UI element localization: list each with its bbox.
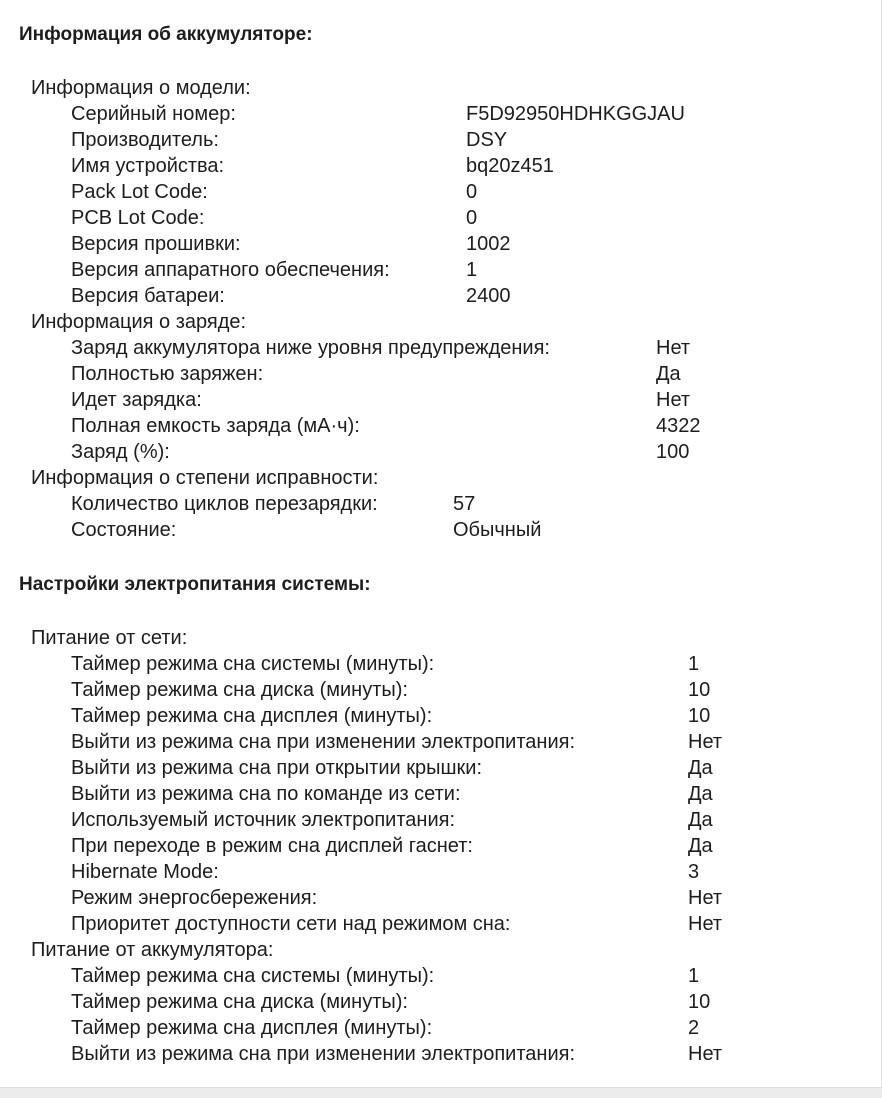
model-info-label: Информация о модели: <box>31 77 251 99</box>
batt-wake-power-change-value: Нет <box>688 1043 723 1065</box>
ac-current-power-source-value: Да <box>688 809 713 831</box>
firmware-version-value: 1002 <box>466 233 511 255</box>
ac-low-power-mode-label: Режим энергосбережения: <box>71 887 318 909</box>
ac-wake-lid-open-value: Да <box>688 757 713 779</box>
serial-number-value: F5D92950HDHKGGJAU <box>466 103 685 125</box>
ac-wake-power-change-value: Нет <box>688 731 723 753</box>
manufacturer-value: DSY <box>466 129 508 151</box>
manufacturer-label: Производитель: <box>71 129 219 151</box>
charge-info-label: Информация о заряде: <box>31 311 247 333</box>
device-name-label: Имя устройства: <box>71 155 225 177</box>
batt-system-sleep-value: 1 <box>688 965 700 987</box>
battery-info-heading: Информация об аккумуляторе: <box>19 24 313 45</box>
ac-system-sleep-label: Таймер режима сна системы (минуты): <box>71 653 435 675</box>
ac-network-priority-label: Приоритет доступности сети над режимом сна: <box>71 913 511 935</box>
batt-disk-sleep-label: Таймер режима сна диска (минуты): <box>71 991 408 1013</box>
power-settings-heading: Настройки электропитания системы: <box>19 574 371 595</box>
hardware-version-label: Версия аппаратного обеспечения: <box>71 259 390 281</box>
fully-charged-label: Полностью заряжен: <box>71 363 264 385</box>
batt-system-sleep-label: Таймер режима сна системы (минуты): <box>71 965 435 987</box>
pcb-lot-code-label: PCB Lot Code: <box>71 207 205 229</box>
cycle-count-value: 57 <box>453 493 476 515</box>
batt-disk-sleep-value: 10 <box>688 991 711 1013</box>
charging-value: Нет <box>656 389 691 411</box>
ac-network-priority-value: Нет <box>688 913 723 935</box>
ac-wake-lid-open-label: Выйти из режима сна при открытии крышки: <box>71 757 483 779</box>
ac-wake-network-label: Выйти из режима сна по команде из сети: <box>71 783 461 805</box>
condition-label: Состояние: <box>71 519 177 541</box>
batt-wake-power-change-label: Выйти из режима сна при изменении электропитания: <box>71 1043 576 1065</box>
ac-power-label: Питание от сети: <box>31 627 188 649</box>
battery-version-label: Версия батареи: <box>71 285 225 307</box>
battery-power-label: Питание от аккумулятора: <box>31 939 274 961</box>
full-charge-capacity-value: 4322 <box>656 415 701 437</box>
ac-hibernate-mode-label: Hibernate Mode: <box>71 861 219 883</box>
health-info-label: Информация о степени исправности: <box>31 467 379 489</box>
bottom-status-bar <box>0 1087 882 1098</box>
full-charge-capacity-label: Полная емкость заряда (мА·ч): <box>71 415 360 437</box>
batt-display-sleep-label: Таймер режима сна дисплея (минуты): <box>71 1017 433 1039</box>
charge-percent-label: Заряд (%): <box>71 441 170 463</box>
device-name-value: bq20z451 <box>466 155 554 177</box>
pack-lot-code-label: Pack Lot Code: <box>71 181 208 203</box>
charging-label: Идет зарядка: <box>71 389 202 411</box>
ac-wake-power-change-label: Выйти из режима сна при изменении электропитания: <box>71 731 576 753</box>
ac-display-sleep-dims-value: Да <box>688 835 713 857</box>
ac-system-sleep-value: 1 <box>688 653 700 675</box>
ac-current-power-source-label: Используемый источник электропитания: <box>71 809 456 831</box>
ac-display-sleep-dims-label: При переходе в режим сна дисплей гаснет: <box>71 835 473 857</box>
ac-wake-network-value: Да <box>688 783 713 805</box>
firmware-version-label: Версия прошивки: <box>71 233 241 255</box>
ac-display-sleep-label: Таймер режима сна дисплея (минуты): <box>71 705 433 727</box>
condition-value: Обычный <box>453 519 542 541</box>
hardware-version-value: 1 <box>466 259 478 281</box>
batt-display-sleep-value: 2 <box>688 1017 700 1039</box>
charge-percent-value: 100 <box>656 441 690 463</box>
pcb-lot-code-value: 0 <box>466 207 478 229</box>
ac-disk-sleep-label: Таймер режима сна диска (минуты): <box>71 679 408 701</box>
charge-below-warning-label: Заряд аккумулятора ниже уровня предупреждения: <box>71 337 550 359</box>
ac-display-sleep-value: 10 <box>688 705 711 727</box>
ac-disk-sleep-value: 10 <box>688 679 711 701</box>
ac-low-power-mode-value: Нет <box>688 887 723 909</box>
pack-lot-code-value: 0 <box>466 181 478 203</box>
serial-number-label: Серийный номер: <box>71 103 236 125</box>
fully-charged-value: Да <box>656 363 681 385</box>
cycle-count-label: Количество циклов перезарядки: <box>71 493 378 515</box>
charge-below-warning-value: Нет <box>656 337 691 359</box>
ac-hibernate-mode-value: 3 <box>688 861 700 883</box>
battery-version-value: 2400 <box>466 285 511 307</box>
